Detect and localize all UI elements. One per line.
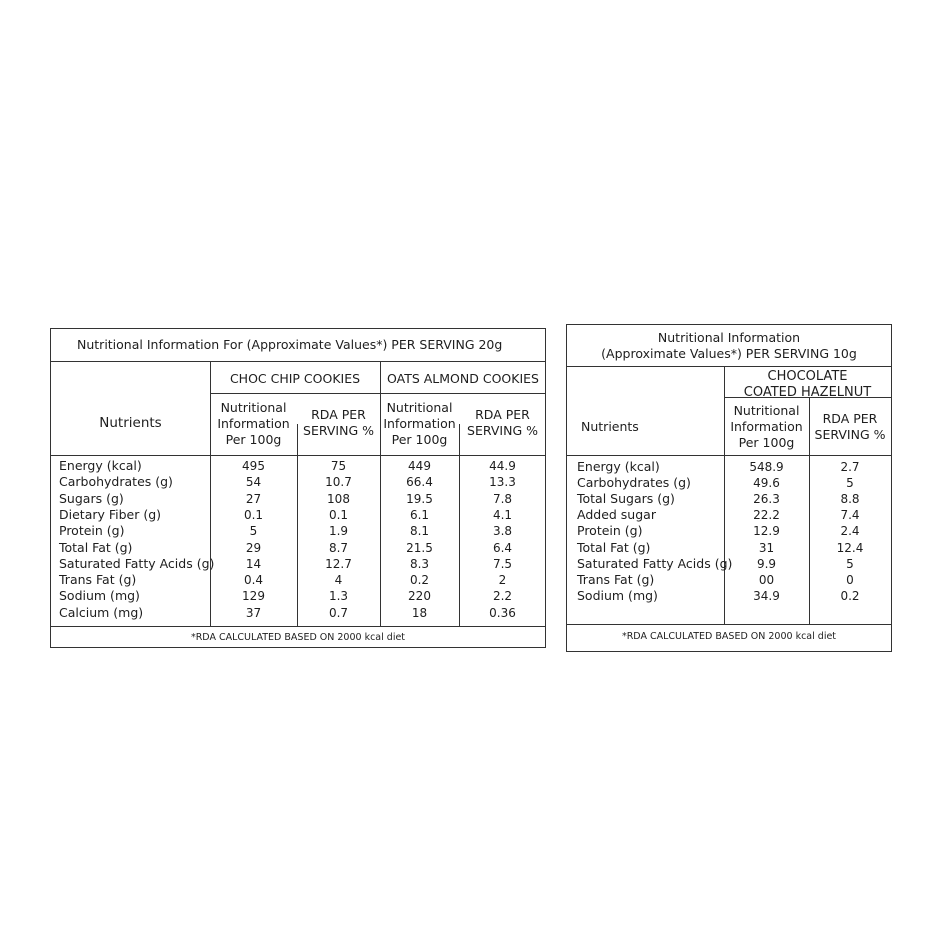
nutrient-value: 0.1 [328, 507, 349, 522]
nutrient-label: Total Fat (g) [59, 539, 133, 555]
nutrient-label: Sodium (mg) [59, 588, 140, 604]
nutrient-value: 4 [334, 573, 343, 588]
nutrient-value: 2.2 [492, 589, 513, 604]
right-panel-title-line2: (Approximate Values*) PER SERVING 10g [601, 346, 857, 361]
nutrient-value: 22.2 [753, 508, 780, 523]
nutrient-value: 12.4 [836, 540, 864, 555]
nutrient-value: 54 [245, 475, 262, 490]
nutrient-value: 31 [758, 540, 775, 555]
nutrient-label: Sugars (g) [59, 490, 124, 506]
nutrient-label: Protein (g) [577, 523, 643, 539]
right-product-header: CHOCOLATE COATED HAZELNUT [743, 369, 872, 400]
nutrient-value: 7.4 [840, 508, 860, 523]
left-divider [210, 393, 546, 394]
nutrient-value: 449 [408, 459, 431, 473]
nutrient-value: 8.7 [328, 540, 349, 555]
nutrient-value: 19.5 [406, 491, 433, 506]
right-nutrients-header: Nutrients [581, 419, 639, 434]
nutrient-value: 495 [242, 459, 265, 473]
nutrient-value: 66.4 [406, 475, 433, 490]
left-p2-rda-header: RDA PER SERVING % [467, 407, 538, 438]
nutrient-value: 8.3 [409, 556, 430, 571]
nutrient-value: 75 [330, 459, 347, 473]
nutrient-value: 0.2 [409, 573, 430, 588]
nutrient-label: Sodium (mg) [577, 587, 658, 603]
nutrient-label: Saturated Fatty Acids (g) [577, 555, 733, 571]
nutrient-value: 0 [846, 572, 854, 587]
left-nutrition-panel [50, 328, 546, 648]
nutrient-label: Trans Fat (g) [577, 571, 655, 587]
nutrient-value: 14 [245, 556, 262, 571]
nutrient-value: 21.5 [406, 540, 433, 555]
nutrient-value: 27 [245, 491, 262, 506]
nutrient-value: 1.3 [328, 589, 349, 604]
nutrient-value: 6.4 [492, 540, 513, 555]
nutrient-value: 2.4 [840, 524, 860, 539]
nutrient-value: 13.3 [489, 475, 516, 490]
nutrient-value: 1.9 [328, 524, 349, 539]
nutrient-label: Saturated Fatty Acids (g) [59, 555, 215, 571]
nutrient-value: 12.9 [753, 524, 780, 539]
nutrient-value: 5 [846, 476, 854, 491]
left-footnote: *RDA CALCULATED BASED ON 2000 kcal diet [190, 632, 406, 643]
nutrient-label: Carbohydrates (g) [59, 474, 173, 490]
nutrient-value: 12.7 [325, 556, 352, 571]
nutrient-value: 49.6 [753, 476, 780, 491]
left-product1-header: CHOC CHIP COOKIES [229, 371, 361, 386]
nutrient-label: Dietary Fiber (g) [59, 506, 162, 522]
nutrient-value: 129 [242, 589, 265, 604]
nutrient-value: 26.3 [753, 492, 780, 507]
left-p2-per100-header: Nutritional Information Per 100g [383, 400, 456, 447]
left-p1-per100-header: Nutritional Information Per 100g [217, 400, 290, 447]
nutrient-value: 7.8 [492, 491, 513, 506]
nutrient-value: 34.9 [753, 588, 780, 603]
nutrient-value: 9.9 [756, 556, 777, 571]
nutrient-value: 0.2 [840, 588, 860, 603]
nutrient-value: 2 [498, 573, 507, 588]
right-panel-title-line1: Nutritional Information [657, 330, 801, 345]
nutrient-label: Calcium (mg) [59, 604, 144, 620]
nutrient-label: Energy (kcal) [577, 459, 660, 474]
right-title-bar [567, 325, 891, 367]
nutrient-value: 548.9 [749, 460, 784, 474]
left-nutrients-header: Nutrients [99, 415, 162, 431]
left-divider [51, 626, 546, 627]
nutrient-value: 0.7 [328, 605, 349, 620]
nutrient-value: 18 [411, 605, 428, 620]
nutrient-label: Trans Fat (g) [59, 572, 137, 588]
nutrient-label: Energy (kcal) [59, 458, 142, 473]
nutrient-value: 00 [758, 572, 775, 587]
right-footnote: *RDA CALCULATED BASED ON 2000 kcal diet [621, 631, 837, 642]
left-panel-title: Nutritional Information For (Approximate Values*) PER SERVING 20g [77, 337, 503, 352]
left-product2-header: OATS ALMOND COOKIES [387, 371, 539, 386]
nutrient-value: 37 [245, 605, 262, 620]
nutrient-value: 6.1 [409, 507, 430, 522]
nutrient-value: 3.8 [492, 524, 513, 539]
nutrient-value: 8.1 [409, 524, 430, 539]
nutrient-value: 10.7 [325, 475, 352, 490]
nutrient-label: Total Fat (g) [577, 539, 651, 555]
nutrient-value: 0.4 [243, 573, 264, 588]
nutrient-value: 0.1 [243, 507, 264, 522]
nutrient-value: 4.1 [492, 507, 513, 522]
nutrient-value: 108 [327, 491, 350, 506]
nutrient-value: 5 [846, 556, 854, 571]
nutrient-value: 29 [245, 540, 262, 555]
nutrient-label: Carbohydrates (g) [577, 475, 691, 491]
left-title-bar [51, 329, 545, 362]
nutrient-label: Protein (g) [59, 523, 125, 539]
right-divider [567, 624, 891, 625]
nutrient-label: Total Sugars (g) [577, 491, 675, 507]
right-rda-header: RDA PER SERVING % [814, 411, 886, 442]
right-per100-header: Nutritional Information Per 100g [730, 403, 803, 450]
nutrient-value: 220 [408, 589, 431, 604]
left-divider [51, 455, 546, 456]
nutrient-value: 2.7 [840, 460, 860, 474]
nutrient-value: 5 [249, 524, 258, 539]
right-nutrition-panel [566, 324, 892, 652]
nutrient-value: 0.36 [489, 605, 516, 620]
nutrient-value: 7.5 [492, 556, 513, 571]
nutrient-value: 44.9 [489, 459, 516, 473]
nutrient-label: Added sugar [577, 507, 656, 523]
nutrient-value: 8.8 [840, 492, 860, 507]
left-p1-rda-header: RDA PER SERVING % [303, 407, 374, 438]
right-divider [567, 455, 891, 456]
